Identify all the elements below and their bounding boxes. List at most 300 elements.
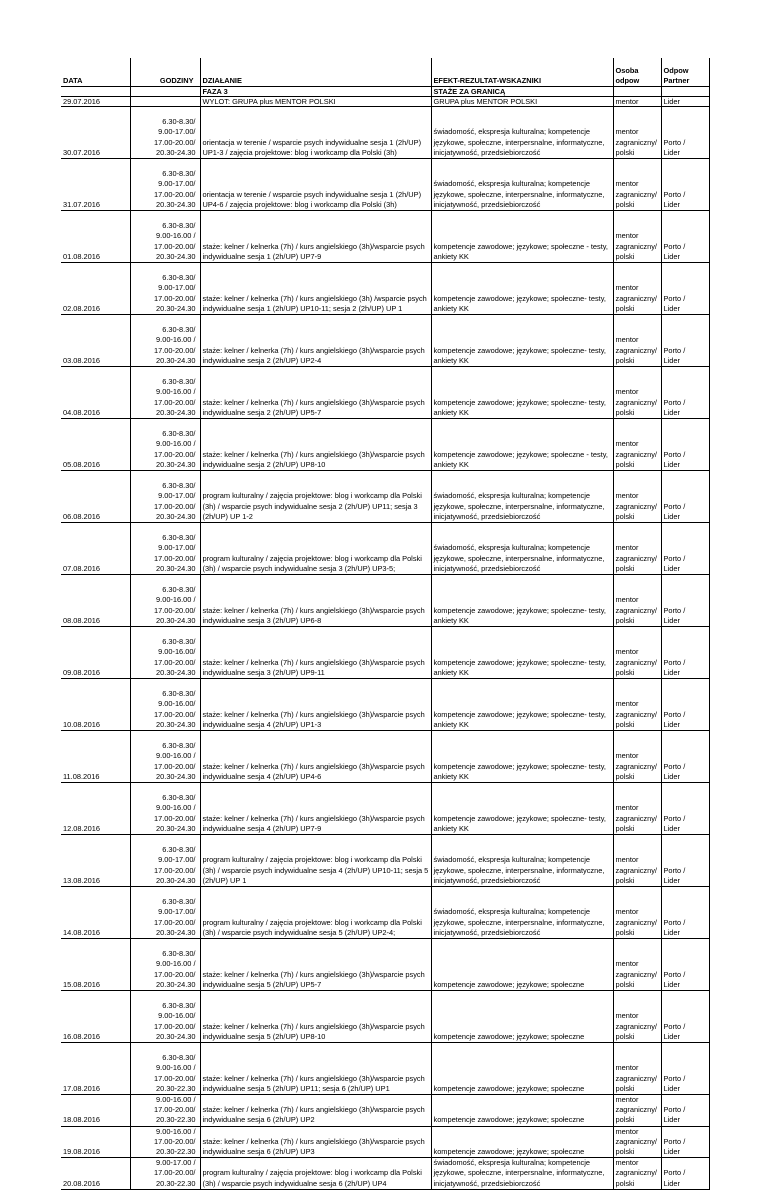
row-osoba-line: zagraniczny/ [615, 1073, 657, 1083]
row-hours-line: 6.30-8.30/ [162, 325, 196, 335]
row-partner-line: Porto / [663, 657, 686, 667]
row-effect: świadomość, ekspresja kulturalna; kompetencje językowe, społeczne, interpersnalne, informatyczne, inicjatywność, przedsiebiorczość [431, 1158, 613, 1190]
row-partner-line: Porto / [663, 189, 686, 199]
row-partner [661, 783, 709, 835]
row-osoba-line: polski [615, 407, 635, 417]
row-partner [661, 1043, 709, 1095]
row-hours-line: 17.00-20.00/ [153, 813, 196, 823]
row-hours-line: 9.00-16.00 / [156, 751, 196, 761]
row-osoba [613, 107, 661, 159]
table-row [61, 1095, 709, 1127]
row-date: 07.08.2016 [61, 523, 130, 575]
row-osoba-line: polski [615, 927, 635, 937]
row-hours-line: 9.00-17.00/ [158, 283, 196, 293]
row-hours-line: 17.00-20.00/ [153, 605, 196, 615]
header-partner [661, 58, 709, 87]
row-partner-line: Lider [663, 511, 680, 521]
table-row [61, 107, 709, 159]
departure-osoba: mentor [613, 97, 661, 107]
table-row [61, 679, 709, 731]
row-hours-line: 17.00-20.00/ [153, 917, 196, 927]
departure-date: 29.07.2016 [61, 97, 130, 107]
row-osoba-line: polski [615, 667, 635, 677]
row-hours-line: 20.30-22.30 [156, 1083, 196, 1093]
row-date: 17.08.2016 [61, 1043, 130, 1095]
row-osoba-line: mentor [615, 127, 639, 137]
row-partner-line: Porto / [663, 917, 686, 927]
row-osoba-line: mentor [615, 543, 639, 553]
row-partner-line: Lider [663, 927, 680, 937]
row-hours [130, 939, 200, 991]
row-osoba [613, 1043, 661, 1095]
row-action: staże: kelner / kelnerka (7h) / kurs angielskiego (3h)/wsparcie psych indywidualne sesja 5 (2h/UP) UP5-7 [200, 939, 431, 991]
row-hours [130, 471, 200, 523]
row-osoba-line: zagraniczny/ [615, 449, 657, 459]
row-partner [661, 991, 709, 1043]
row-partner [661, 835, 709, 887]
row-effect: kompetencje zawodowe; językowe; społeczne [431, 939, 613, 991]
row-hours-line: 9.00-17.00/ [158, 179, 196, 189]
row-action: staże: kelner / kelnerka (7h) / kurs angielskiego (3h)/wsparcie psych indywidualne sesja 4 (2h/UP) UP4-6 [200, 731, 431, 783]
row-hours-line: 6.30-8.30/ [162, 949, 196, 959]
row-hours-line: 20.30-24.30 [156, 147, 196, 157]
row-action: orientacja w terenie / wsparcie psych indywidualne sesja 1 (2h/UP) UP4-6 / zajęcia projektowe: blog i workcamp dla Polski (3h) [200, 159, 431, 211]
row-hours-line: 9.00-17.00/ [158, 855, 196, 865]
row-hours-line: 9.00-16.00/ [158, 699, 196, 709]
row-partner-line: Lider [663, 1083, 680, 1093]
row-osoba-line: mentor [615, 491, 639, 501]
row-partner-line: Porto / [663, 501, 686, 511]
row-effect: kompetencje zawodowe; językowe; społeczne [431, 1095, 613, 1127]
row-hours [130, 1043, 200, 1095]
row-partner [661, 523, 709, 575]
row-partner [661, 107, 709, 159]
row-hours-line: 17.00-20.00/ [153, 293, 196, 303]
row-osoba-line: zagraniczny/ [615, 1105, 657, 1115]
row-partner-line: Lider [663, 147, 680, 157]
row-osoba-line: polski [615, 459, 635, 469]
row-osoba-line: polski [615, 1031, 635, 1041]
row-date: 03.08.2016 [61, 315, 130, 367]
row-effect: kompetencje zawodowe; językowe; społeczne - testy, ankiety KK [431, 211, 613, 263]
row-hours-line: 20.30-24.30 [156, 1031, 196, 1041]
schedule-sheet [61, 58, 709, 1190]
row-date: 08.08.2016 [61, 575, 130, 627]
row-action: staże: kelner / kelnerka (7h) / kurs angielskiego (3h)/wsparcie psych indywidualne sesja 4 (2h/UP) UP7-9 [200, 783, 431, 835]
row-osoba-line: zagraniczny/ [615, 813, 657, 823]
row-hours-line: 9.00-17.00 / [156, 1158, 196, 1168]
row-effect: świadomość, ekspresja kulturalna; kompetencje językowe, społeczne, interpersnalne, informatyczne, inicjatywność, przedsiebiorczość [431, 471, 613, 523]
row-osoba-line: mentor [615, 387, 639, 397]
row-partner [661, 1126, 709, 1158]
row-hours [130, 627, 200, 679]
row-osoba-line: polski [615, 251, 635, 261]
row-hours-line: 17.00-20.00/ [153, 241, 196, 251]
row-osoba-line: polski [615, 563, 635, 573]
row-hours [130, 523, 200, 575]
row-date: 12.08.2016 [61, 783, 130, 835]
row-osoba-line: polski [615, 719, 635, 729]
table-row [61, 939, 709, 991]
row-hours-line: 6.30-8.30/ [162, 1001, 196, 1011]
row-hours [130, 887, 200, 939]
row-action: staże: kelner / kelnerka (7h) / kurs angielskiego (3h)/wsparcie psych indywidualne sesja 3 (2h/UP) UP6-8 [200, 575, 431, 627]
schedule-rows [61, 107, 709, 1190]
row-effect: kompetencje zawodowe; językowe; społeczne [431, 1126, 613, 1158]
row-osoba-line: polski [615, 979, 635, 989]
row-effect: kompetencje zawodowe; językowe; społeczne [431, 1043, 613, 1095]
header-row [61, 58, 709, 87]
row-hours [130, 419, 200, 471]
row-date: 11.08.2016 [61, 731, 130, 783]
row-hours-line: 9.00-16.00 / [156, 959, 196, 969]
row-hours-line: 9.00-16.00 / [156, 439, 196, 449]
row-date: 10.08.2016 [61, 679, 130, 731]
row-osoba [613, 367, 661, 419]
row-hours [130, 1126, 200, 1158]
row-hours-line: 9.00-16.00 / [156, 1063, 196, 1073]
row-osoba [613, 991, 661, 1043]
row-osoba-line: zagraniczny/ [615, 1021, 657, 1031]
row-osoba [613, 1095, 661, 1127]
table-row [61, 991, 709, 1043]
row-hours-line: 17.00-20.00/ [153, 449, 196, 459]
row-hours [130, 107, 200, 159]
row-partner-line: Porto / [663, 969, 686, 979]
row-hours-line: 17.00-20.00/ [153, 137, 196, 147]
row-hours-line: 17.00-20.00/ [153, 1073, 196, 1083]
row-osoba-line: mentor [615, 1063, 639, 1073]
row-hours-line: 20.30-24.30 [156, 563, 196, 573]
table-row [61, 523, 709, 575]
row-hours-line: 9.00-17.00/ [158, 127, 196, 137]
row-hours [130, 315, 200, 367]
table-row [61, 575, 709, 627]
row-hours-line: 9.00-16.00 / [156, 595, 196, 605]
row-partner [661, 679, 709, 731]
row-partner-line: Lider [663, 615, 680, 625]
header-action: DZIAŁANIE [200, 58, 431, 87]
row-hours-line: 6.30-8.30/ [162, 793, 196, 803]
table-row [61, 471, 709, 523]
row-osoba-line: mentor [615, 699, 639, 709]
row-hours [130, 159, 200, 211]
row-partner-line: Porto / [663, 605, 686, 615]
row-hours-line: 6.30-8.30/ [162, 845, 196, 855]
row-hours-line: 9.00-17.00/ [158, 907, 196, 917]
row-hours [130, 575, 200, 627]
row-hours-line: 20.30-24.30 [156, 511, 196, 521]
row-osoba-line: zagraniczny/ [615, 553, 657, 563]
row-osoba-line: zagraniczny/ [615, 761, 657, 771]
departure-partner: Lider [661, 97, 709, 107]
row-action: program kulturalny / zajęcia projektowe: blog i workcamp dla Polski (3h) / wsparcie psych indywidualne sesja 4 (2h/UP) UP10-11; sesja 5 (2h/UP) UP 1 [200, 835, 431, 887]
row-osoba-line: polski [615, 199, 635, 209]
table-row [61, 731, 709, 783]
row-hours-line: 6.30-8.30/ [162, 481, 196, 491]
row-hours-line: 6.30-8.30/ [162, 741, 196, 751]
row-partner [661, 367, 709, 419]
row-partner-line: Porto / [663, 1073, 686, 1083]
row-partner [661, 887, 709, 939]
row-osoba-line: polski [615, 875, 635, 885]
row-osoba-line: zagraniczny/ [615, 605, 657, 615]
row-hours [130, 991, 200, 1043]
row-partner [661, 159, 709, 211]
row-date: 06.08.2016 [61, 471, 130, 523]
row-date: 18.08.2016 [61, 1095, 130, 1127]
row-effect: kompetencje zawodowe; językowe; społeczne- testy, ankiety KK [431, 783, 613, 835]
row-osoba-line: zagraniczny/ [615, 137, 657, 147]
row-partner-line: Lider [663, 355, 680, 365]
row-partner-line: Porto / [663, 1105, 686, 1115]
row-osoba-line: mentor [615, 231, 639, 241]
row-action: staże: kelner / kelnerka (7h) / kurs angielskiego (3h)/wsparcie psych indywidualne sesja 1 (2h/UP) UP7-9 [200, 211, 431, 263]
row-osoba [613, 575, 661, 627]
row-partner [661, 575, 709, 627]
row-hours-line: 20.30-22.30 [156, 1178, 196, 1188]
row-osoba-line: polski [615, 1115, 635, 1125]
row-hours [130, 731, 200, 783]
header-partner-line1: Odpow [663, 65, 689, 75]
row-partner-line: Lider [663, 1031, 680, 1041]
row-partner-line: Lider [663, 719, 680, 729]
row-osoba [613, 679, 661, 731]
row-date: 13.08.2016 [61, 835, 130, 887]
row-action: program kulturalny / zajęcia projektowe: blog i workcamp dla Polski (3h) / wsparcie psych indywidualne sesja 5 (2h/UP) UP2-4; [200, 887, 431, 939]
row-action: staże: kelner / kelnerka (7h) / kurs angielskiego (3h)/wsparcie psych indywidualne sesja 2 (2h/UP) UP8-10 [200, 419, 431, 471]
departure-hours [130, 97, 200, 107]
row-partner-line: Lider [663, 771, 680, 781]
subheader-phase: FAZA 3 [200, 87, 431, 97]
row-partner-line: Lider [663, 251, 680, 261]
row-partner-line: Porto / [663, 241, 686, 251]
row-osoba-line: mentor [615, 647, 639, 657]
row-action: staże: kelner / kelnerka (7h) / kurs angielskiego (3h)/wsparcie psych indywidualne sesja 2 (2h/UP) UP5-7 [200, 367, 431, 419]
departure-row [61, 97, 709, 107]
row-osoba-line: mentor [615, 959, 639, 969]
departure-action: WYLOT: GRUPA plus MENTOR POLSKI [200, 97, 431, 107]
row-hours-line: 6.30-8.30/ [162, 221, 196, 231]
row-hours-line: 17.00-20.00/ [153, 1021, 196, 1031]
row-osoba-line: zagraniczny/ [615, 397, 657, 407]
row-partner-line: Lider [663, 407, 680, 417]
row-action: staże: kelner / kelnerka (7h) / kurs angielskiego (3h)/wsparcie psych indywidualne sesja 3 (2h/UP) UP9-11 [200, 627, 431, 679]
row-osoba-line: polski [615, 771, 635, 781]
departure-effect: GRUPA plus MENTOR POLSKI [431, 97, 613, 107]
row-action: staże: kelner / kelnerka (7h) / kurs angielskiego (3h)/wsparcie psych indywidualne sesja 6 (2h/UP) UP3 [200, 1126, 431, 1158]
schedule-table [61, 58, 710, 1190]
row-osoba [613, 263, 661, 315]
header-effect: EFEKT-REZULTAT-WSKAZNIKI [431, 58, 613, 87]
row-action: program kulturalny / zajęcia projektowe: blog i workcamp dla Polski (3h) / wsparcie psych indywidualne sesja 2 (2h/UP) UP11; sesja 3 (2h/UP) UP 1-2 [200, 471, 431, 523]
row-partner-line: Porto / [663, 813, 686, 823]
row-osoba [613, 211, 661, 263]
row-osoba [613, 835, 661, 887]
subheader-empty-date [61, 87, 130, 97]
row-action: program kulturalny / zajęcia projektowe: blog i workcamp dla Polski (3h) / wsparcie psych indywidualne sesja 6 (2h/UP) UP4 [200, 1158, 431, 1190]
row-partner-line: Lider [663, 303, 680, 313]
header-hours: GODZINY [130, 58, 200, 87]
row-osoba [613, 419, 661, 471]
row-osoba-line: mentor [615, 1158, 639, 1168]
row-hours-line: 6.30-8.30/ [162, 585, 196, 595]
row-hours-line: 20.30-24.30 [156, 199, 196, 209]
row-effect: kompetencje zawodowe; językowe; społeczne- testy, ankiety KK [431, 315, 613, 367]
row-date: 20.08.2016 [61, 1158, 130, 1190]
row-partner [661, 627, 709, 679]
row-hours-line: 17.00-20.00/ [153, 501, 196, 511]
row-osoba [613, 159, 661, 211]
row-osoba-line: zagraniczny/ [615, 501, 657, 511]
row-hours-line: 9.00-16.00/ [158, 647, 196, 657]
row-hours-line: 17.00-20.00/ [153, 969, 196, 979]
row-hours-line: 17.00-20.00/ [153, 1136, 196, 1146]
table-row [61, 1158, 709, 1190]
row-action: staże: kelner / kelnerka (7h) / kurs angielskiego (3h)/wsparcie psych indywidualne sesja 4 (2h/UP) UP1-3 [200, 679, 431, 731]
row-hours-line: 9.00-16.00/ [158, 1011, 196, 1021]
row-osoba-line: polski [615, 303, 635, 313]
row-partner-line: Lider [663, 1147, 680, 1157]
row-effect: kompetencje zawodowe; językowe; społeczne- testy, ankiety KK [431, 679, 613, 731]
header-osoba [613, 58, 661, 87]
row-hours-line: 9.00-16.00 / [156, 1095, 196, 1104]
row-hours-line: 17.00-20.00/ [153, 657, 196, 667]
row-action: program kulturalny / zajęcia projektowe: blog i workcamp dla Polski (3h) / wsparcie psych indywidualne sesja 3 (2h/UP) UP3-5; [200, 523, 431, 575]
row-date: 15.08.2016 [61, 939, 130, 991]
table-row [61, 783, 709, 835]
row-hours [130, 835, 200, 887]
row-osoba-line: mentor [615, 1011, 639, 1021]
row-osoba [613, 471, 661, 523]
row-osoba-line: mentor [615, 335, 639, 345]
table-row [61, 211, 709, 263]
subheader-internship: STAŻE ZA GRANICĄ [431, 87, 613, 97]
row-osoba [613, 523, 661, 575]
subheader-empty-osoba [613, 87, 661, 97]
row-partner [661, 419, 709, 471]
row-osoba [613, 627, 661, 679]
row-hours-line: 20.30-24.30 [156, 771, 196, 781]
row-hours-line: 20.30-24.30 [156, 615, 196, 625]
row-partner-line: Porto / [663, 345, 686, 355]
row-action: orientacja w terenie / wsparcie psych indywidualne sesja 1 (2h/UP) UP1-3 / zajęcia projektowe: blog i workcamp dla Polski (3h) [200, 107, 431, 159]
row-hours-line: 9.00-16.00 / [156, 1126, 196, 1136]
row-hours-line: 20.30-24.30 [156, 875, 196, 885]
row-hours-line: 6.30-8.30/ [162, 273, 196, 283]
row-osoba-line: zagraniczny/ [615, 657, 657, 667]
row-partner [661, 939, 709, 991]
row-effect: kompetencje zawodowe; językowe; społeczne [431, 991, 613, 1043]
row-osoba-line: zagraniczny/ [615, 189, 657, 199]
row-partner-line: Lider [663, 1115, 680, 1125]
row-hours [130, 1095, 200, 1127]
row-partner-line: Porto / [663, 1136, 686, 1146]
row-osoba [613, 887, 661, 939]
row-osoba-line: zagraniczny/ [615, 969, 657, 979]
row-hours [130, 263, 200, 315]
row-action: staże: kelner / kelnerka (7h) / kurs angielskiego (3h)/wsparcie psych indywidualne sesja 2 (2h/UP) UP2-4 [200, 315, 431, 367]
row-hours-line: 20.30-24.30 [156, 251, 196, 261]
row-date: 16.08.2016 [61, 991, 130, 1043]
row-effect: kompetencje zawodowe; językowe; społeczne- testy, ankiety KK [431, 575, 613, 627]
row-osoba-line: polski [615, 615, 635, 625]
row-osoba-line: mentor [615, 1095, 639, 1104]
row-osoba-line: zagraniczny/ [615, 917, 657, 927]
row-partner [661, 471, 709, 523]
row-partner-line: Lider [663, 1178, 680, 1188]
row-hours-line: 6.30-8.30/ [162, 169, 196, 179]
row-hours-line: 20.30-22.30 [156, 1147, 196, 1157]
row-partner-line: Lider [663, 667, 680, 677]
header-date: DATA [61, 58, 130, 87]
row-hours-line: 20.30-24.30 [156, 979, 196, 989]
row-osoba-line: polski [615, 355, 635, 365]
row-hours-line: 6.30-8.30/ [162, 689, 196, 699]
table-row [61, 419, 709, 471]
row-osoba [613, 1126, 661, 1158]
row-hours-line: 17.00-20.00/ [153, 761, 196, 771]
row-partner-line: Lider [663, 823, 680, 833]
header-osoba-line2: odpow [615, 75, 640, 85]
row-osoba-line: mentor [615, 907, 639, 917]
row-hours-line: 20.30-24.30 [156, 303, 196, 313]
row-effect: świadomość, ekspresja kulturalna; kompetencje językowe, społeczne, interpersnalne, informatyczne, inicjatywność, przedsiebiorczość [431, 159, 613, 211]
row-osoba-line: polski [615, 1147, 635, 1157]
row-osoba-line: mentor [615, 751, 639, 761]
row-hours [130, 1158, 200, 1190]
row-partner-line: Porto / [663, 293, 686, 303]
row-hours-line: 9.00-16.00 / [156, 231, 196, 241]
row-osoba-line: mentor [615, 439, 639, 449]
row-osoba-line: mentor [615, 803, 639, 813]
row-hours-line: 6.30-8.30/ [162, 1053, 196, 1063]
row-action: staże: kelner / kelnerka (7h) / kurs angielskiego (3h) /wsparcie psych indywidualne sesja 1 (2h/UP) UP10-11; sesja 2 (2h/UP) UP 1 [200, 263, 431, 315]
row-hours-line: 9.00-16.00 / [156, 803, 196, 813]
row-osoba-line: zagraniczny/ [615, 1136, 657, 1146]
row-osoba [613, 1158, 661, 1190]
row-hours-line: 17.00-20.00/ [153, 345, 196, 355]
row-osoba-line: mentor [615, 179, 639, 189]
row-osoba-line: zagraniczny/ [615, 709, 657, 719]
row-partner-line: Lider [663, 875, 680, 885]
row-effect: kompetencje zawodowe; językowe; społeczne- testy, ankiety KK [431, 367, 613, 419]
row-effect: świadomość, ekspresja kulturalna; kompetencje językowe, społeczne, interpersnalne, informatyczne, inicjatywność, przedsiebiorczość [431, 107, 613, 159]
row-date: 30.07.2016 [61, 107, 130, 159]
row-partner-line: Porto / [663, 1168, 686, 1178]
row-osoba [613, 783, 661, 835]
row-effect: kompetencje zawodowe; językowe; społeczne- testy, ankiety KK [431, 731, 613, 783]
row-hours-line: 17.00-20.00/ [153, 553, 196, 563]
row-date: 14.08.2016 [61, 887, 130, 939]
table-row [61, 159, 709, 211]
row-osoba-line: zagraniczny/ [615, 345, 657, 355]
row-hours-line: 6.30-8.30/ [162, 897, 196, 907]
row-osoba-line: zagraniczny/ [615, 241, 657, 251]
row-partner-line: Porto / [663, 709, 686, 719]
row-hours-line: 9.00-17.00/ [158, 491, 196, 501]
row-hours-line: 6.30-8.30/ [162, 377, 196, 387]
row-osoba [613, 731, 661, 783]
subheader-row [61, 87, 709, 97]
row-partner-line: Lider [663, 459, 680, 469]
row-hours-line: 6.30-8.30/ [162, 429, 196, 439]
row-osoba-line: mentor [615, 1126, 639, 1136]
row-partner-line: Porto / [663, 1021, 686, 1031]
row-partner [661, 1095, 709, 1127]
row-effect: kompetencje zawodowe; językowe; społeczne- testy, ankiety KK [431, 627, 613, 679]
row-osoba [613, 939, 661, 991]
